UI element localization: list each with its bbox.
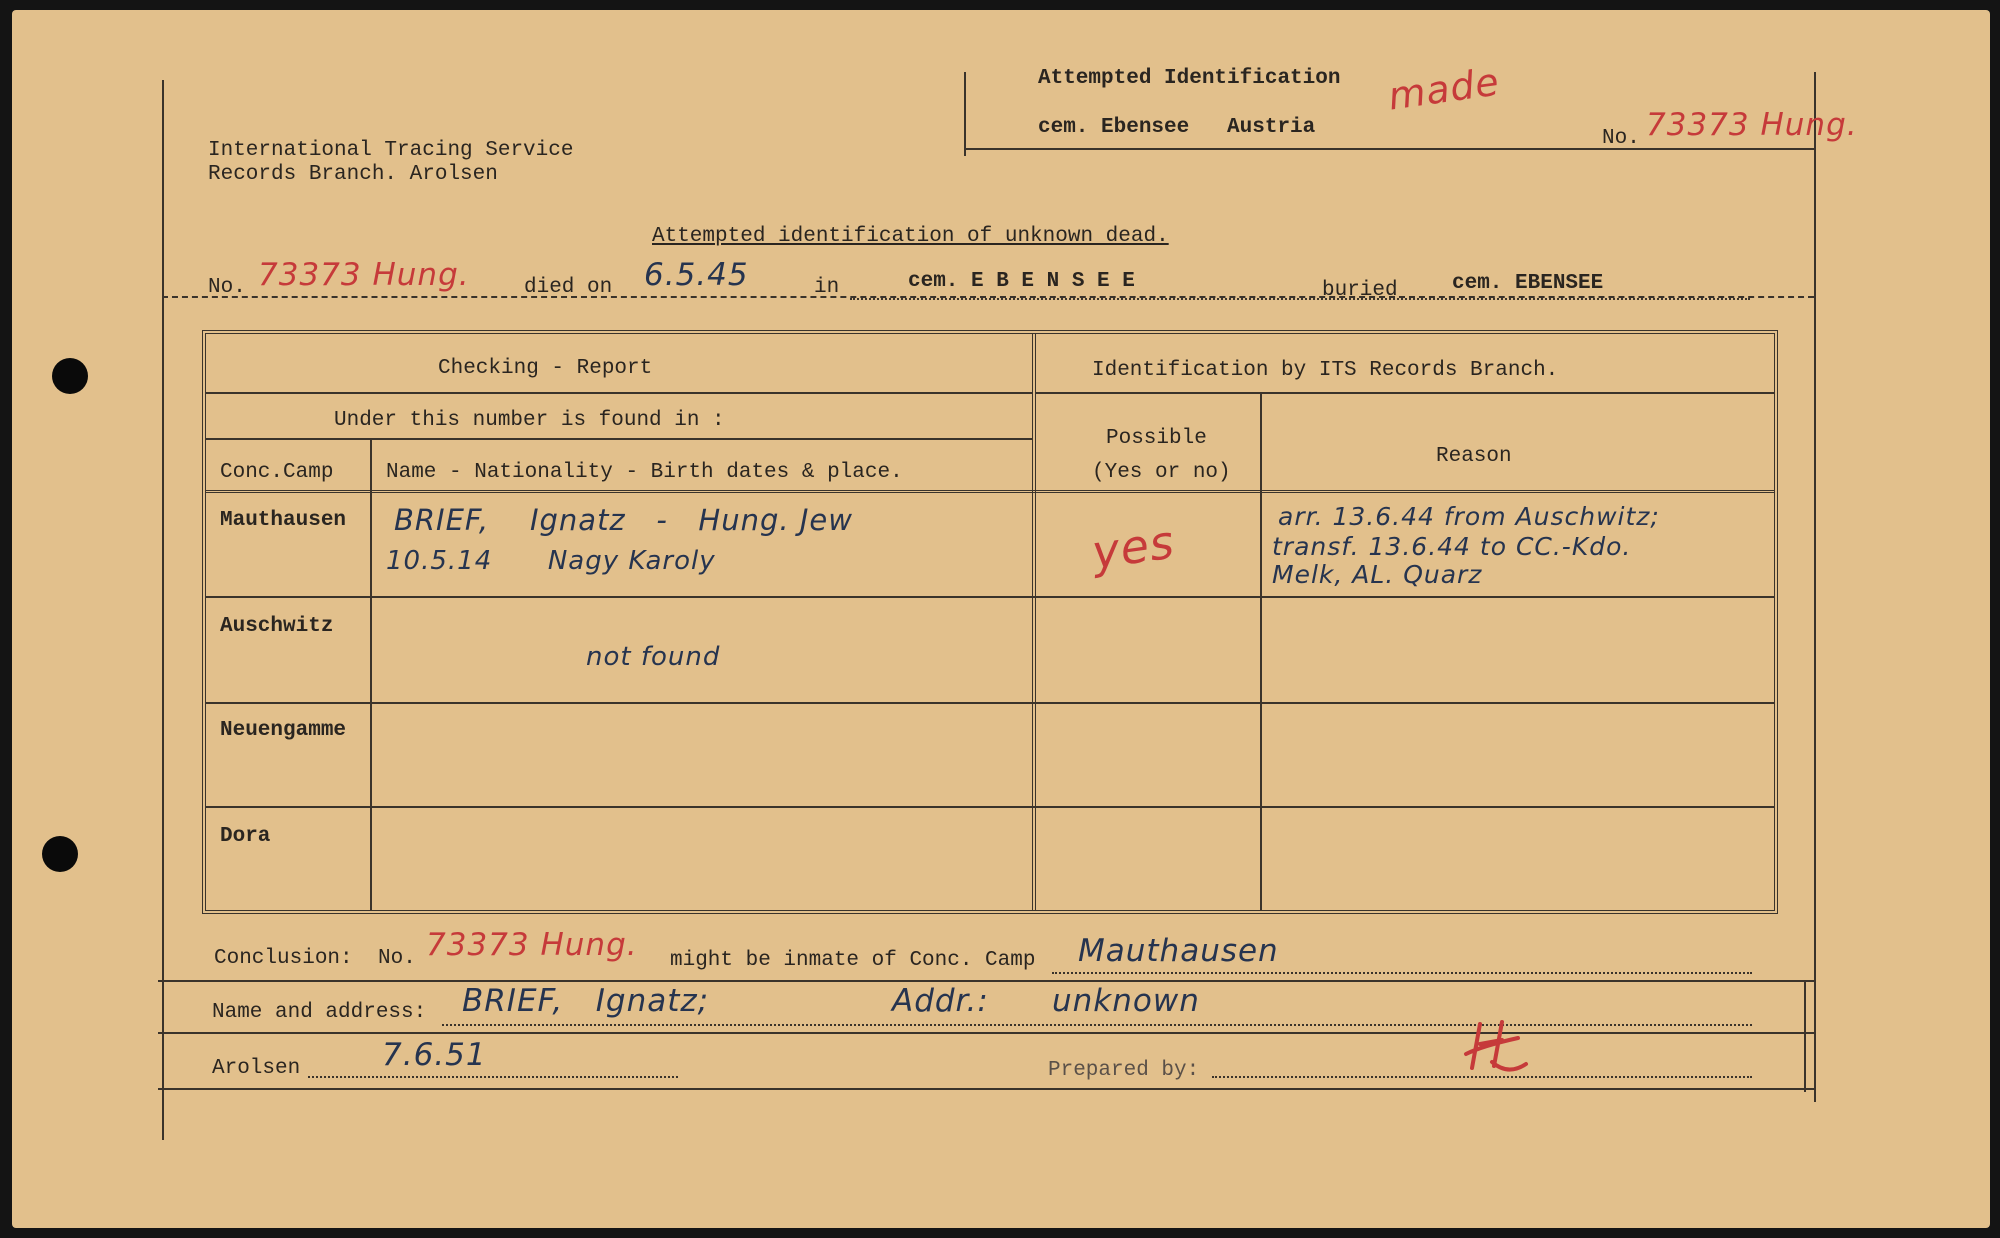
row-reason-line2: transf. 13.6.44 to CC.-Kdo. <box>1272 532 1632 561</box>
table-line-1r <box>1036 392 1774 394</box>
buried-value: cem. EBENSEE <box>1452 272 1604 295</box>
died-on-value: 6.5.45 <box>644 257 749 293</box>
row-camp: Dora <box>220 825 271 848</box>
row-name-line2: 10.5.14 Nagy Karoly <box>386 546 716 576</box>
header-no-value: 73373 Hung. <box>1646 107 1858 143</box>
table-line-2 <box>206 438 1032 440</box>
address-value: unknown <box>1052 983 1200 1019</box>
camp-column-header: Conc.Camp <box>220 461 334 484</box>
org-line-1: International Tracing Service <box>208 139 574 162</box>
row-camp: Mauthausen <box>220 509 347 532</box>
row-camp: Auschwitz <box>220 615 334 638</box>
row-name-line1: not found <box>586 642 721 672</box>
header-box-left <box>964 72 966 156</box>
row-reason-line3: Melk, AL. Quarz <box>1272 560 1483 589</box>
name-address-label: Name and address: <box>212 1001 427 1024</box>
arolsen-label: Arolsen <box>212 1057 301 1080</box>
row-name-line1: BRIEF, Ignatz - Hung. Jew <box>394 503 853 537</box>
table-divider-reason <box>1260 394 1262 910</box>
table-line-3 <box>206 490 1774 493</box>
footer-right-line <box>1804 980 1806 1092</box>
initials-signature <box>1462 1016 1532 1086</box>
form-title: Attempted identification of unknown dead. <box>652 225 1169 248</box>
in-value: cem. E B E N S E E <box>908 270 1135 293</box>
header-no-label: No. <box>1602 127 1640 150</box>
in-label: in <box>814 276 840 299</box>
row-camp: Neuengamme <box>220 719 347 742</box>
might-be-label: might be inmate of Conc. Camp <box>670 949 1036 972</box>
date-dots <box>308 1076 678 1078</box>
name-value: BRIEF, Ignatz; <box>462 983 710 1019</box>
identification-header: Identification by ITS Records Branch. <box>1092 359 1559 382</box>
under-number-header: Under this number is found in : <box>334 409 725 432</box>
possible-header: Possible <box>1106 427 1207 450</box>
table-line-5 <box>206 702 1774 704</box>
table-divider-camp <box>370 438 372 910</box>
prepared-by-label: Prepared by: <box>1048 1059 1200 1082</box>
row-possible: yes <box>1088 514 1178 580</box>
made-annotation: made <box>1385 59 1503 119</box>
table-line-6 <box>206 806 1774 808</box>
table-line-4 <box>206 596 1774 598</box>
record-no-value: 73373 Hung. <box>258 257 470 293</box>
punch-hole-bottom <box>42 836 78 872</box>
arolsen-date: 7.6.51 <box>382 1037 487 1073</box>
conclusion-dots <box>1052 972 1752 974</box>
checking-report-header: Checking - Report <box>438 357 653 380</box>
cemetery-line: cem. Ebensee Austria <box>1038 116 1316 139</box>
checking-table <box>202 330 1778 914</box>
punch-hole-top <box>52 358 88 394</box>
possible-subheader: (Yes or no) <box>1092 461 1231 484</box>
buried-label: buried <box>1322 279 1398 302</box>
address-label: Addr.: <box>892 983 989 1019</box>
conclusion-camp-value: Mauthausen <box>1078 933 1279 969</box>
row-reason-line1: arr. 13.6.44 from Auschwitz; <box>1278 502 1660 531</box>
table-line-1 <box>206 392 1032 394</box>
reason-header: Reason <box>1436 445 1512 468</box>
name-column-header: Name - Nationality - Birth dates & place. <box>386 461 903 484</box>
conclusion-no-label: No. <box>378 947 416 970</box>
table-divider-main <box>1032 334 1036 910</box>
footer-line-2 <box>158 1032 1814 1034</box>
record-dots <box>850 298 1750 300</box>
conclusion-label: Conclusion: <box>214 947 353 970</box>
name-dots <box>442 1024 1752 1026</box>
header-no-dots <box>1648 148 1798 150</box>
record-no-label: No. <box>208 276 246 299</box>
footer-bottom-line <box>158 1088 1814 1090</box>
conclusion-no-value: 73373 Hung. <box>426 927 638 963</box>
footer-line-1 <box>158 980 1814 982</box>
attempted-identification-label: Attempted Identification <box>1038 67 1341 90</box>
org-line-2: Records Branch. Arolsen <box>208 163 498 186</box>
record-card <box>12 10 1990 1228</box>
right-margin-line <box>1814 72 1816 1102</box>
died-on-label: died on <box>524 276 613 299</box>
